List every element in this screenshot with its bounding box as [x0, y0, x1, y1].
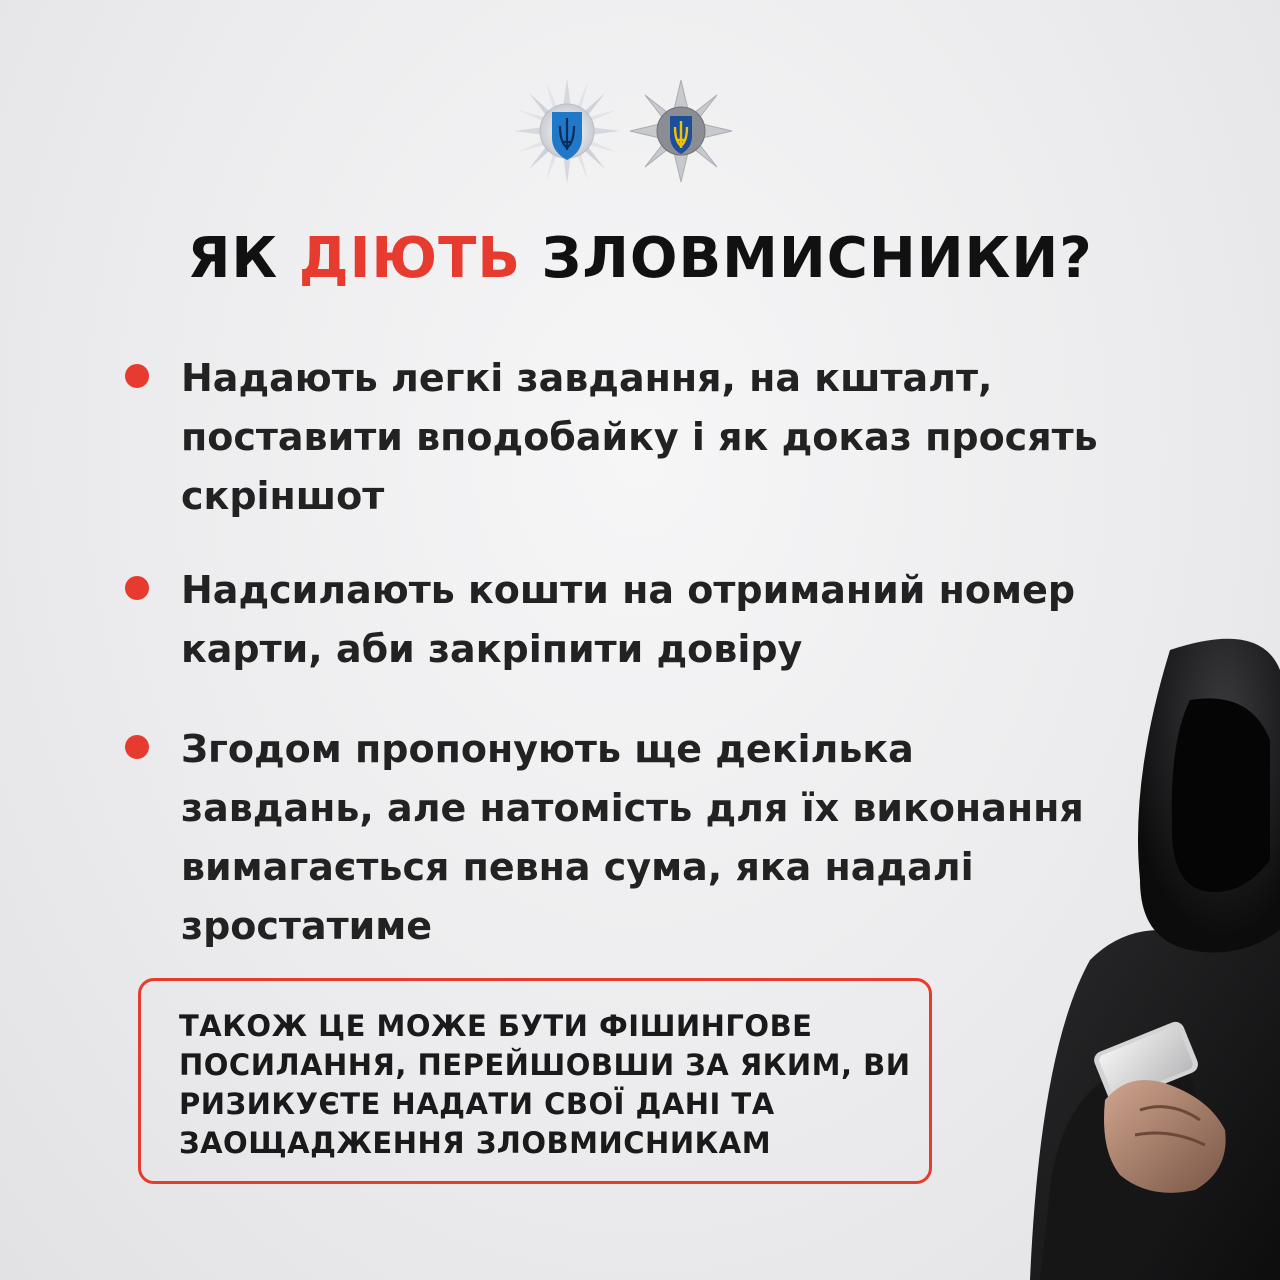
- police-emblem-icon: [626, 76, 736, 186]
- list-item-text: Надсилають кошти на отриманий номер карти, аби закріпити довіру: [181, 568, 1076, 671]
- title-part1: ЯК: [187, 226, 279, 291]
- bullet-dot-icon: [125, 576, 149, 600]
- warning-note-text: ТАКОЖ ЦЕ МОЖЕ БУТИ ФІШИНГОВЕ ПОСИЛАННЯ, ПЕРЕЙШОВШИ ЗА ЯКИМ, ВИ РИЗИКУЄТЕ НАДАТИ СВОЇ ДАНІ ТА ЗАОЩАДЖЕННЯ ЗЛОВМИСНИКАМ: [179, 1009, 911, 1160]
- title-part2: ЗЛОВМИСНИКИ?: [541, 226, 1093, 291]
- title-accent: ДІЮТЬ: [298, 226, 522, 291]
- bullet-dot-icon: [125, 364, 149, 388]
- warning-note-box: [138, 978, 932, 1184]
- list-item-text: Надають легкі завдання, на кшталт, поставити вподобайку і як доказ просять скріншот: [181, 356, 1098, 518]
- bullet-dot-icon: [125, 735, 149, 759]
- hooded-person-illustration: [1020, 630, 1280, 1280]
- list-item: [181, 349, 1111, 526]
- list-item: [181, 561, 1111, 679]
- logos: [512, 76, 736, 186]
- list-item-text: Згодом пропонують ще декілька завдань, але натомість для їх виконання вимагається певна сума, яка надалі зростатиме: [181, 727, 1084, 948]
- page-title: [0, 226, 1280, 291]
- list-item: [181, 720, 1111, 956]
- mvs-emblem-icon: [512, 76, 622, 186]
